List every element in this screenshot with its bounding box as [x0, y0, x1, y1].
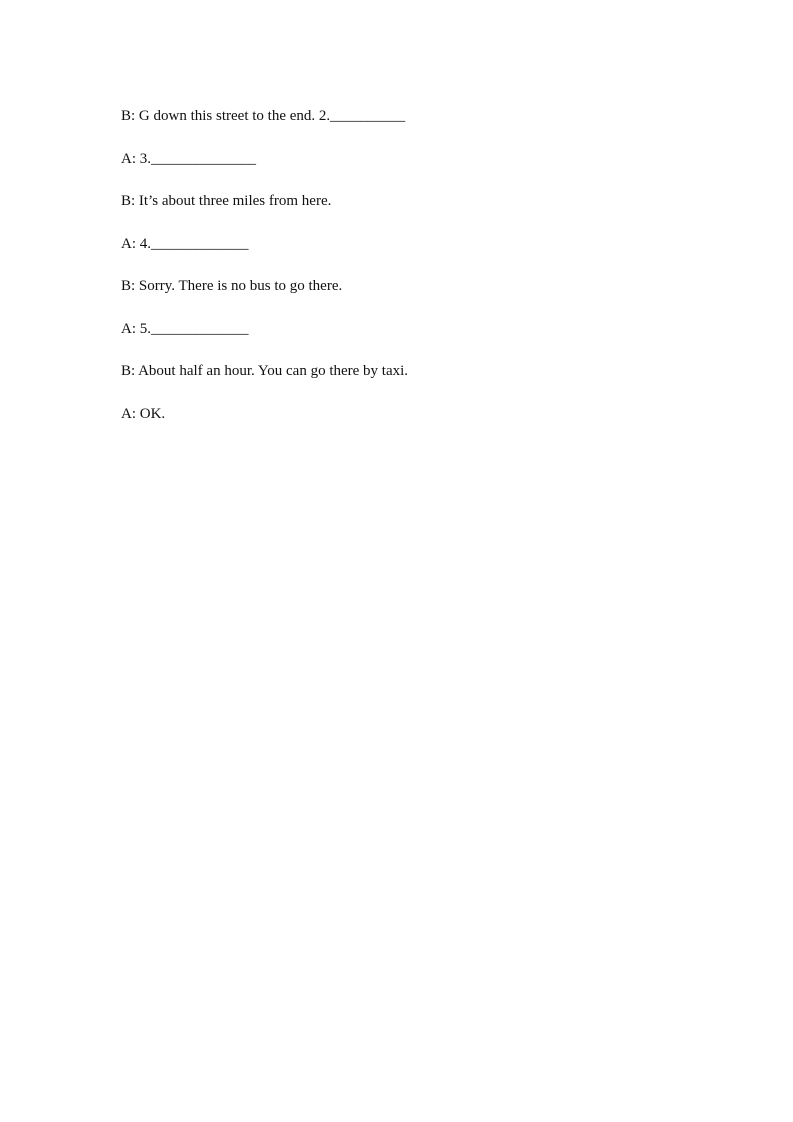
dialogue-line-a-blank-3: A: 3.______________ [121, 150, 256, 167]
dialogue-line-a-blank-5: A: 5._____________ [121, 320, 249, 337]
dialogue-block [121, 107, 681, 447]
dialogue-line-b-no-bus: B: Sorry. There is no bus to go there. [121, 278, 343, 294]
dialogue-line-b-distance: B: It’s about three miles from here. [121, 193, 332, 209]
dialogue-line-a-blank-4: A: 4._____________ [121, 235, 249, 252]
dialogue-line-a-ok: A: OK. [121, 405, 166, 422]
dialogue-line-b-directions: B: G down this street to the end. 2.__________ [121, 108, 406, 124]
dialogue-line-b-taxi: B: About half an hour. You can go there by taxi. [121, 363, 409, 379]
